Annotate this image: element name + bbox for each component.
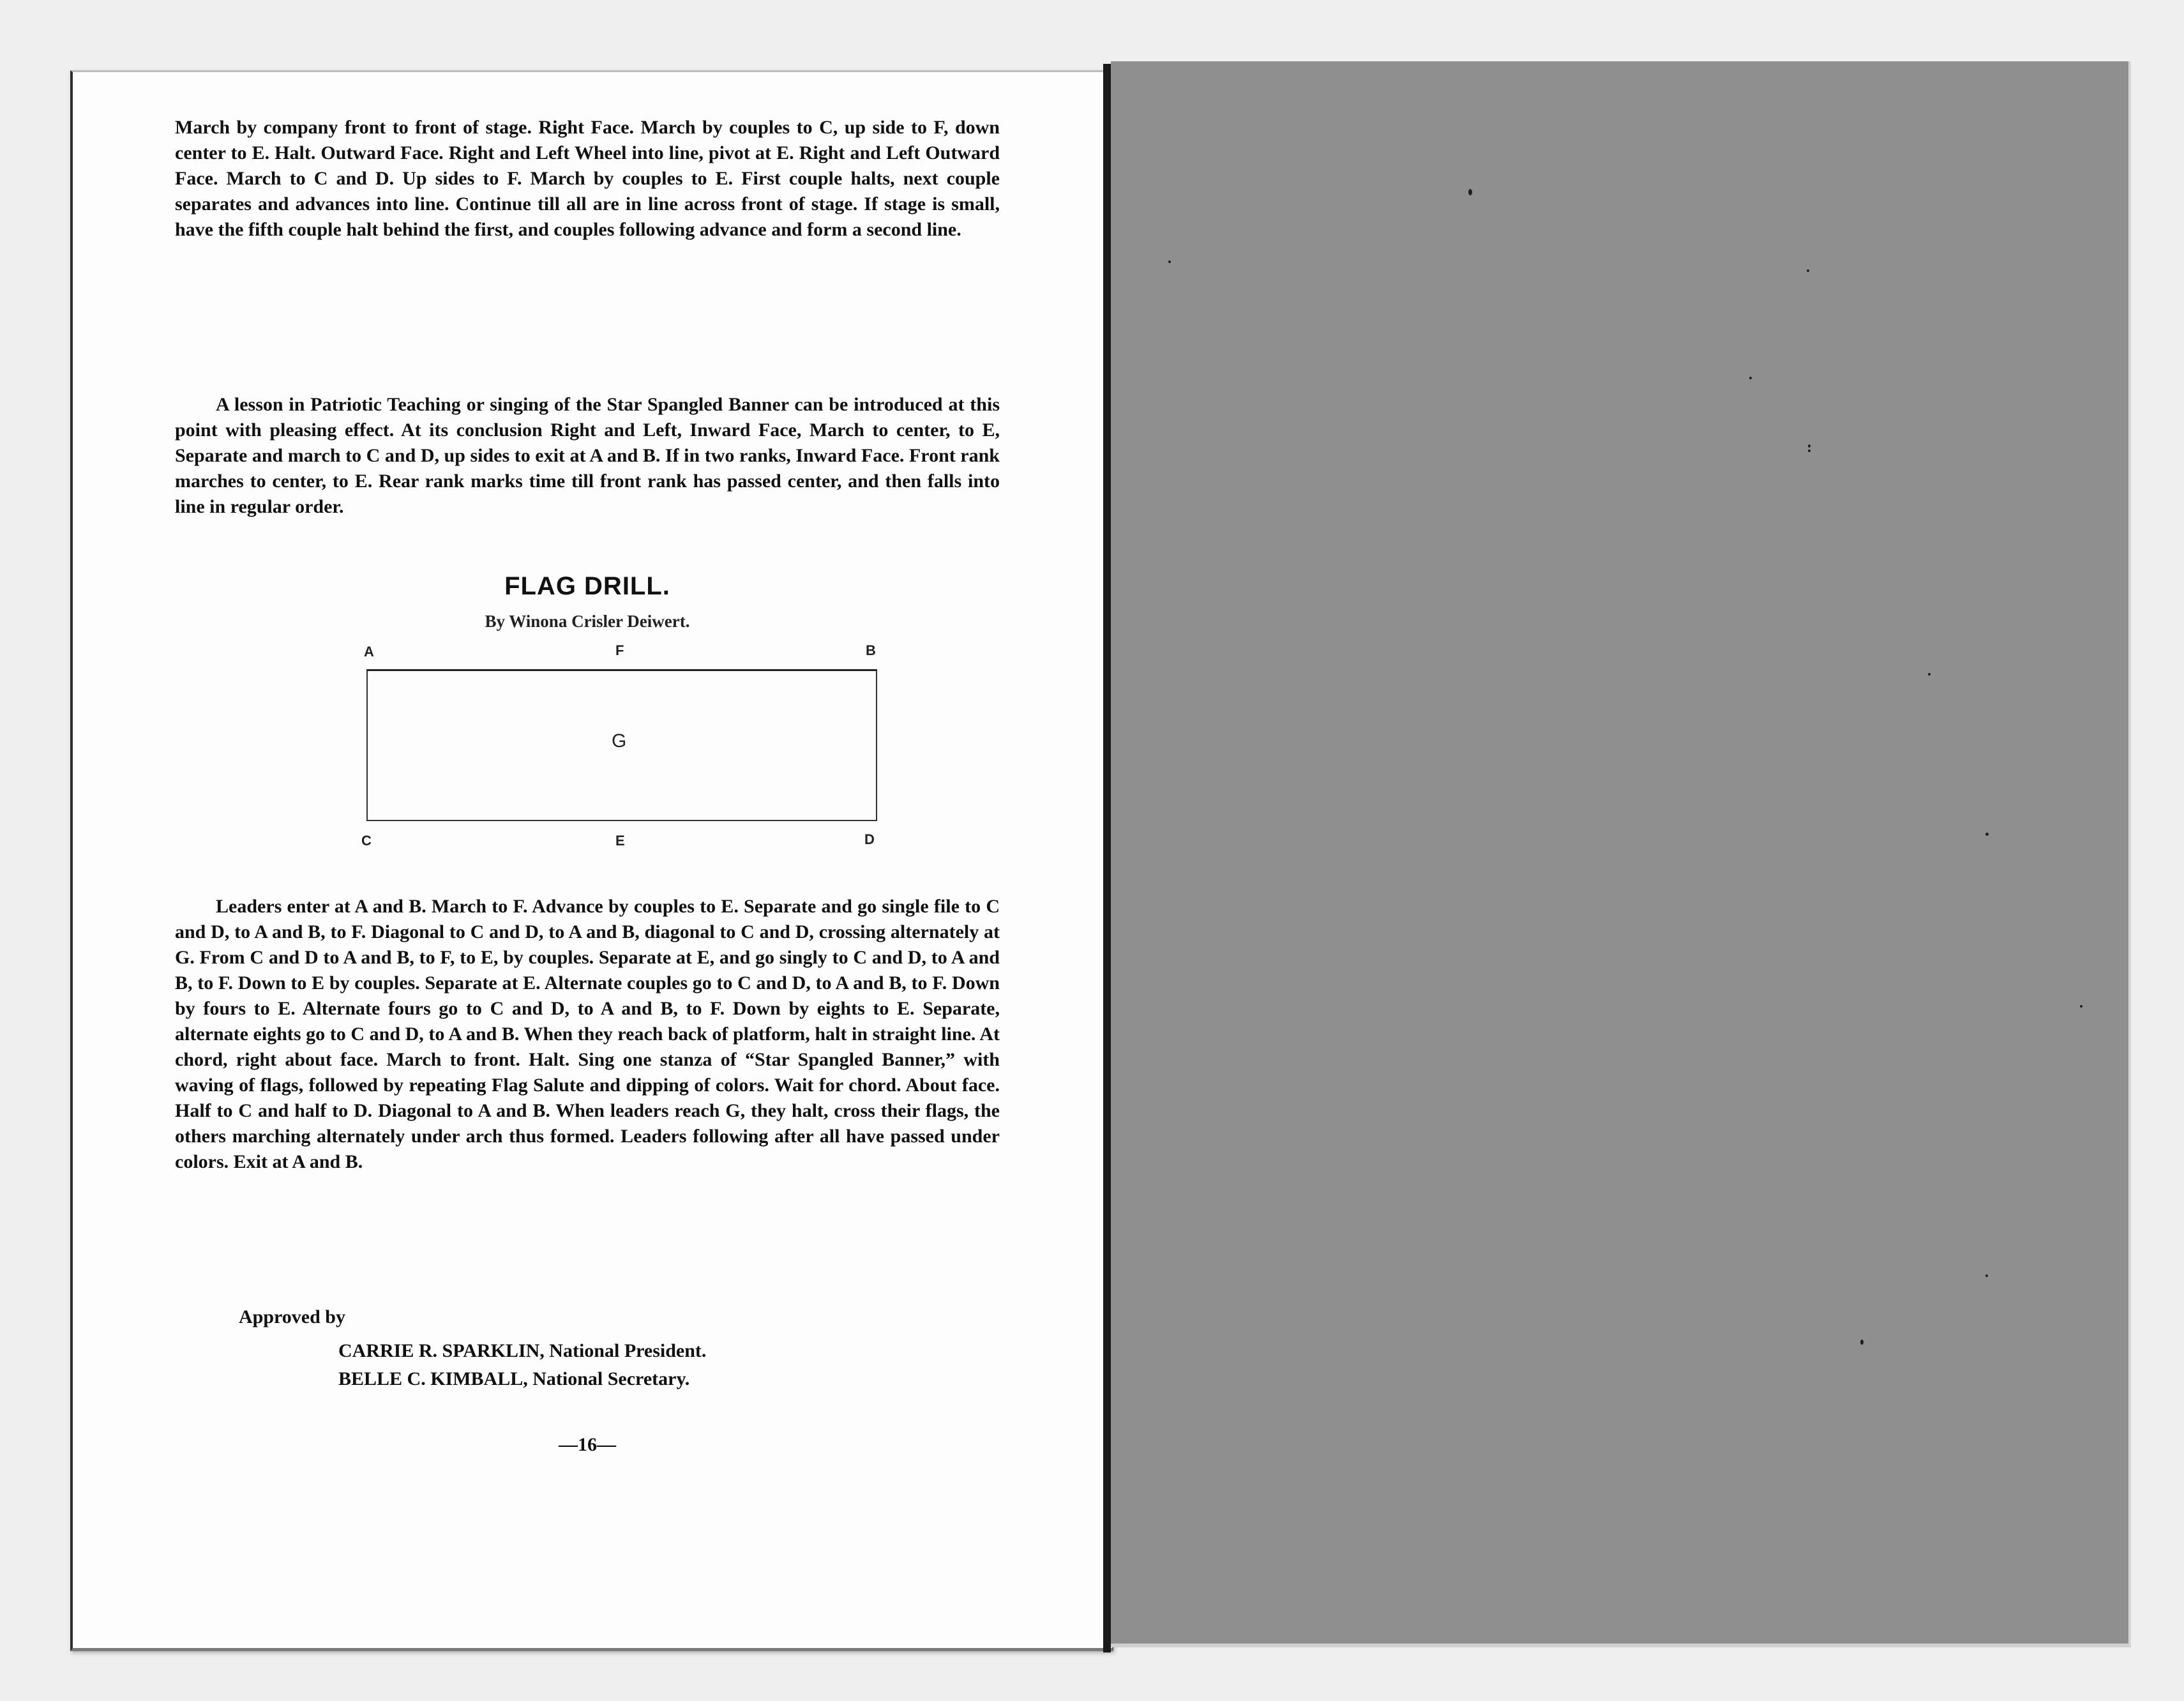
diagram-label-a: A (364, 644, 374, 660)
paper-speck (1928, 673, 1931, 676)
diagram-label-f: F (615, 642, 624, 658)
paper-speck (2080, 1005, 2082, 1008)
paragraph-march-instructions (175, 115, 1000, 243)
signer-president: CARRIE R. SPARKLIN, National President. (338, 1340, 707, 1361)
paper-speck (1808, 450, 1811, 452)
signatories (338, 1337, 706, 1393)
paper-speck (1168, 261, 1171, 263)
section-title: FLAG DRILL. (504, 572, 670, 600)
paragraph-text: Leaders enter at A and B. March to F. Advance by couples to E. Separate and go single file to C and D, to A and B, to F. Diagonal to C and D, to A and B, diagonal to C and D, crossing alternately at G. From C and D to A and B, to F, to E, by couples. Separate at E, and go singly to C and D, to A and B, to F. Down to E by couples. Separate at E. Alternate couples go to C and D, to A and B, to F. Down by fours to E. Alternate fours go to C and D, to A and B, to F. Down by eights to E. Separate, alternate eights go to C and D, to A and B. When they reach back of platform, halt in straight line. At chord, right about face. March to front. Halt. Sing one stanza of “Star Spangled Banner,” with waving of flags, followed by repeating Flag Salute and dipping of colors. Wait for chord. About face. Half to C and half to D. Diagonal to A and B. When leaders reach G, they halt, cross their flags, the others marching alternately under arch thus formed. Leaders following after all have passed under colors. Exit at A and B. (175, 896, 1000, 1172)
book-spine (1103, 64, 1111, 1652)
paper-speck (1985, 1274, 1988, 1277)
author-byline: By Winona Crisler Deiwert. (485, 612, 690, 631)
paper-speck (1985, 833, 1989, 836)
diagram-label-g: G (612, 730, 627, 752)
diagram-label-d: D (864, 831, 875, 847)
paper-speck (1807, 269, 1809, 272)
right-page-blank-cover (1111, 61, 2131, 1647)
paragraph-flag-drill-instructions (175, 894, 1000, 1175)
signer-secretary: BELLE C. KIMBALL, National Secretary. (338, 1368, 690, 1389)
stage-diagram (350, 637, 899, 861)
paragraph-text: A lesson in Patriotic Teaching or singing of the Star Spangled Banner can be introduced at this point with pleasing effect. At its conclusion Right and Left, Inward Face, March to center, to E, Separate and march to C and D, up sides to exit at A and B. If in two ranks, Inward Face. Front rank marches to center, to E. Rear rank marks time till front rank has passed center, and then falls into line in regular order. (175, 394, 1000, 517)
diagram-label-e: E (615, 833, 625, 849)
left-page (70, 70, 1113, 1651)
diagram-label-c: C (361, 833, 372, 849)
paper-speck (1749, 377, 1752, 379)
page-number: —16— (559, 1434, 616, 1455)
paper-speck (1808, 444, 1811, 448)
approved-by-label: Approved by (239, 1306, 345, 1327)
diagram-label-b: B (866, 642, 876, 658)
paper-speck (1468, 189, 1472, 195)
paragraph-text: March by company front to front of stage. Right Face. March by couples to C, up side to F, down center to E. Halt. Outward Face. Right and Left Wheel into line, pivot at E. Right and Left Outward Face. March to C and D. Up sides to F. March by couples to E. First couple halts, next couple separates and advances into line. Continue till all are in line across front of stage. If stage is small, have the fifth couple halt behind the first, and couples following advance and form a second line. (175, 117, 1000, 240)
paper-speck (1860, 1340, 1864, 1345)
paragraph-patriotic-teaching (175, 392, 1000, 520)
